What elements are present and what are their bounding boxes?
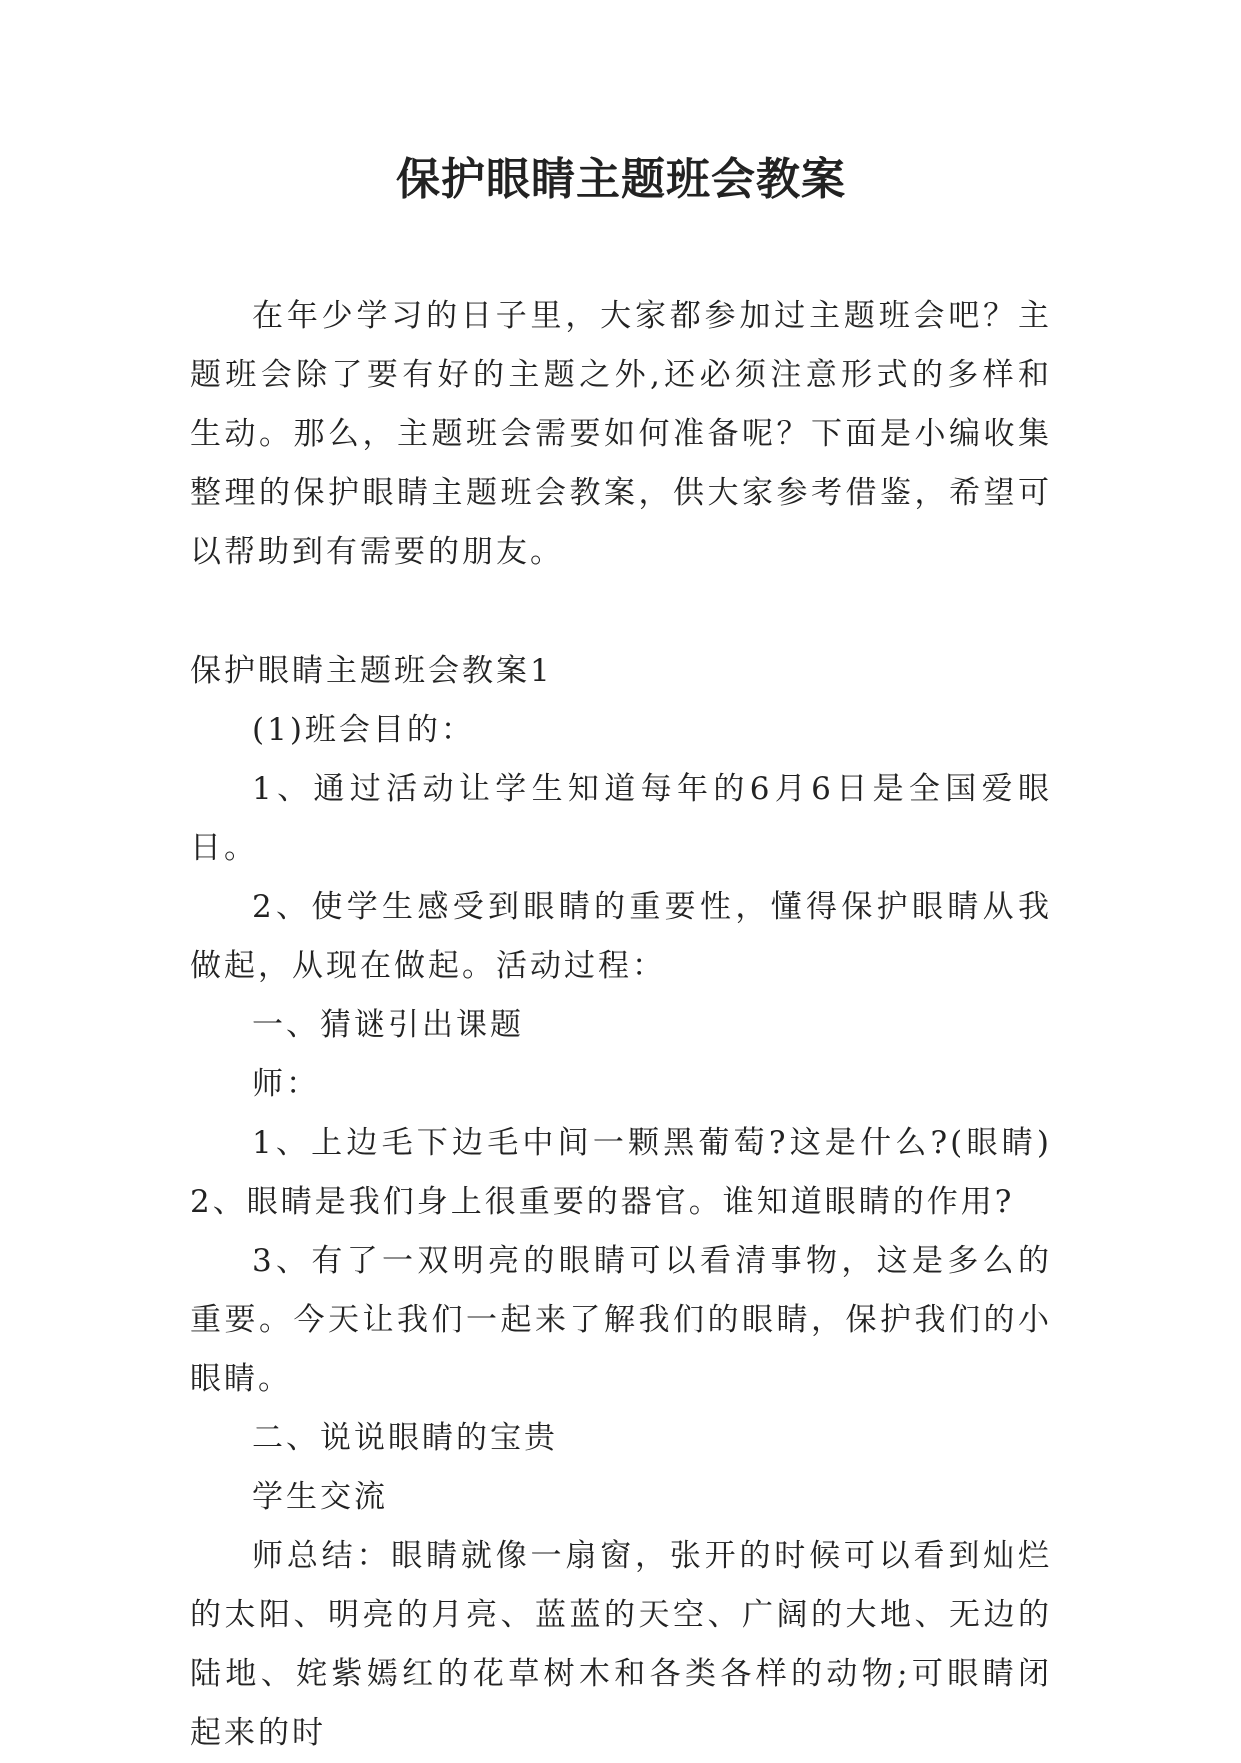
paragraph-step-1-heading: 一、猜谜引出课题 <box>252 1007 524 1043</box>
paragraph-teacher: 师： <box>252 1066 320 1102</box>
paragraph-riddle: 1、上边毛下边毛中间一颗黑葡萄?这是什么?(眼睛) 2、眼睛是我们身上很重要的器官。谁知道眼睛的作用? <box>190 1125 1052 1220</box>
paragraph-teacher-summary: 师总结：眼睛就像一扇窗，张开的时候可以看到灿烂的太阳、明亮的月亮、蓝蓝的天空、广阔的大地、无边的陆地、姹紫嫣红的花草树木和各类各样的动物;可眼睛闭起来的时 <box>190 1538 1052 1751</box>
paragraph-objective-1: 1、通过活动让学生知道每年的6月6日是全国爱眼日。 <box>190 771 1052 866</box>
paragraph-objective-heading: (1)班会目的： <box>252 712 475 748</box>
document-body <box>190 287 1052 1763</box>
paragraph-objective-2: 2、使学生感受到眼睛的重要性，懂得保护眼睛从我做起，从现在做起。活动过程： <box>190 889 1052 984</box>
paragraph-student-exchange: 学生交流 <box>252 1479 388 1515</box>
section-heading: 保护眼睛主题班会教案1 <box>190 653 553 689</box>
paragraph-importance: 3、有了一双明亮的眼睛可以看清事物，这是多么的重要。今天让我们一起来了解我们的眼睛，保护我们的小眼睛。 <box>190 1243 1052 1397</box>
document-title: 保护眼睛主题班会教案 <box>396 154 846 205</box>
intro-paragraph: 在年少学习的日子里，大家都参加过主题班会吧？主题班会除了要有好的主题之外,还必须注意形式的多样和生动。那么，主题班会需要如何准备呢？下面是小编收集整理的保护眼睛主题班会教案，供大家参考借鉴，希望可以帮助到有需要的朋友。 <box>190 298 1052 570</box>
paragraph-step-2-heading: 二、说说眼睛的宝贵 <box>252 1420 558 1456</box>
